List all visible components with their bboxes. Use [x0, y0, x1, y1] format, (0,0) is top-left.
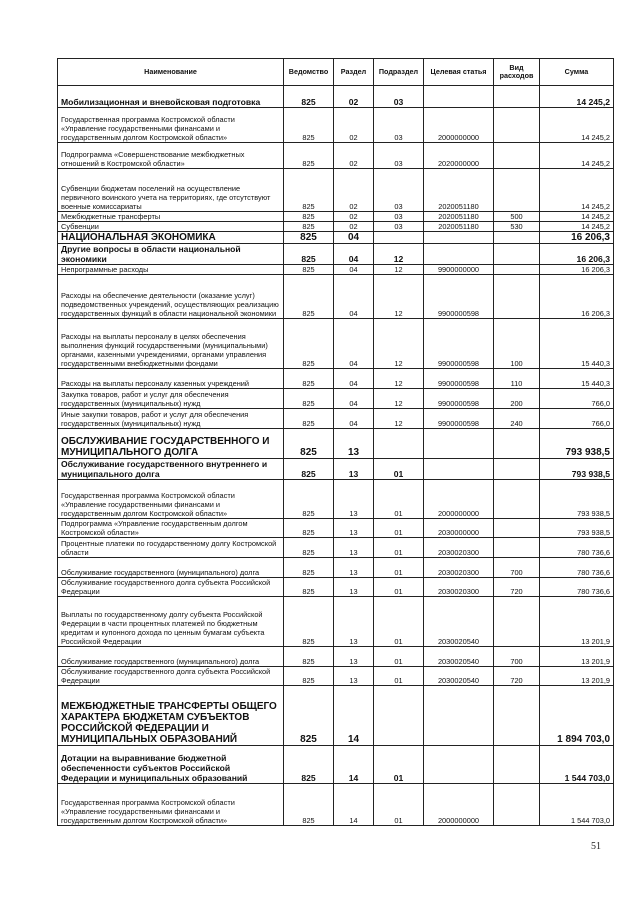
cell-subsection: 03 [374, 143, 424, 169]
table-row [58, 143, 614, 169]
cell-sum: 13 201,9 [540, 667, 614, 686]
cell-name: Обслуживание государственного долга субъекта Российской Федерации [58, 667, 284, 686]
cell-department: 825 [284, 746, 334, 784]
table-row [58, 319, 614, 369]
cell-target-article: 2030020540 [424, 667, 494, 686]
cell-sum: 766,0 [540, 409, 614, 429]
table-row [58, 538, 614, 558]
cell-target-article: 2030020540 [424, 647, 494, 667]
cell-name: ОБСЛУЖИВАНИЕ ГОСУДАРСТВЕННОГО И МУНИЦИПАЛЬНОГО ДОЛГА [58, 429, 284, 459]
header-subsection: Подраздел [374, 59, 424, 86]
cell-sum: 13 201,9 [540, 597, 614, 647]
cell-name: Обслуживание государственного внутреннего и муниципального долга [58, 459, 284, 480]
cell-target-article: 2020051180 [424, 169, 494, 212]
header-section: Раздел [334, 59, 374, 86]
cell-expense-type: 720 [494, 667, 540, 686]
cell-subsection: 01 [374, 578, 424, 597]
cell-name: Закупка товаров, работ и услуг для обеспечения государственных (муниципальных) нужд [58, 389, 284, 409]
cell-section: 13 [334, 459, 374, 480]
cell-sum: 1 544 703,0 [540, 784, 614, 826]
cell-subsection: 01 [374, 597, 424, 647]
cell-department: 825 [284, 232, 334, 244]
cell-target-article: 9900000598 [424, 409, 494, 429]
cell-sum: 780 736,6 [540, 558, 614, 578]
cell-subsection [374, 686, 424, 746]
cell-expense-type: 240 [494, 409, 540, 429]
cell-section: 13 [334, 558, 374, 578]
cell-department: 825 [284, 86, 334, 108]
table-row [58, 578, 614, 597]
cell-name: Государственная программа Костромской области «Управление государственными финансами и государственным долгом Костромской области» [58, 480, 284, 519]
cell-sum: 14 245,2 [540, 222, 614, 232]
cell-name: МЕЖБЮДЖЕТНЫЕ ТРАНСФЕРТЫ ОБЩЕГО ХАРАКТЕРА БЮДЖЕТАМ СУБЪЕКТОВ РОССИЙСКОЙ ФЕДЕРАЦИИ И МУНИЦИПАЛЬНЫХ ОБРАЗОВАНИЙ [58, 686, 284, 746]
cell-expense-type [494, 275, 540, 319]
cell-subsection: 03 [374, 86, 424, 108]
table-row [58, 212, 614, 222]
cell-sum: 1 544 703,0 [540, 746, 614, 784]
cell-subsection: 12 [374, 265, 424, 275]
cell-name: Государственная программа Костромской области «Управление государственными финансами и государственным долгом Костромской области» [58, 108, 284, 143]
cell-department: 825 [284, 667, 334, 686]
cell-name: Другие вопросы в области национальной экономики [58, 244, 284, 265]
cell-expense-type: 200 [494, 389, 540, 409]
cell-section: 02 [334, 143, 374, 169]
page-number: 51 [591, 841, 601, 852]
table-row [58, 265, 614, 275]
header-expense-type: Вид расходов [494, 59, 540, 86]
cell-name: Государственная программа Костромской области «Управление государственными финансами и государственным долгом Костромской области» [58, 784, 284, 826]
cell-sum: 16 206,3 [540, 232, 614, 244]
cell-subsection: 12 [374, 389, 424, 409]
cell-target-article [424, 244, 494, 265]
cell-expense-type [494, 232, 540, 244]
cell-target-article: 2030020300 [424, 558, 494, 578]
cell-subsection: 01 [374, 538, 424, 558]
cell-section: 04 [334, 244, 374, 265]
cell-sum: 15 440,3 [540, 319, 614, 369]
cell-sum: 15 440,3 [540, 369, 614, 389]
header-name: Наименование [58, 59, 284, 86]
table-row [58, 459, 614, 480]
cell-name: Подпрограмма «Совершенствование межбюджетных отношений в Костромской области» [58, 143, 284, 169]
cell-expense-type: 110 [494, 369, 540, 389]
cell-target-article: 9900000598 [424, 275, 494, 319]
cell-sum: 14 245,2 [540, 86, 614, 108]
cell-name: НАЦИОНАЛЬНАЯ ЭКОНОМИКА [58, 232, 284, 244]
cell-department: 825 [284, 519, 334, 538]
table-row [58, 232, 614, 244]
cell-subsection: 03 [374, 222, 424, 232]
cell-target-article [424, 746, 494, 784]
cell-target-article: 2020051180 [424, 212, 494, 222]
cell-section: 13 [334, 480, 374, 519]
cell-name: Обслуживание государственного (муниципального) долга [58, 558, 284, 578]
cell-section: 02 [334, 169, 374, 212]
cell-sum: 14 245,2 [540, 212, 614, 222]
cell-department: 825 [284, 686, 334, 746]
cell-expense-type [494, 244, 540, 265]
cell-expense-type [494, 519, 540, 538]
table-row [58, 597, 614, 647]
table-row [58, 647, 614, 667]
cell-section: 02 [334, 86, 374, 108]
cell-sum: 793 938,5 [540, 459, 614, 480]
table-row [58, 275, 614, 319]
cell-section: 13 [334, 538, 374, 558]
cell-department: 825 [284, 265, 334, 275]
cell-target-article: 2000000000 [424, 480, 494, 519]
cell-sum: 1 894 703,0 [540, 686, 614, 746]
cell-sum: 13 201,9 [540, 647, 614, 667]
cell-department: 825 [284, 222, 334, 232]
cell-department: 825 [284, 369, 334, 389]
cell-name: Непрограммные расходы [58, 265, 284, 275]
table-row [58, 222, 614, 232]
cell-department: 825 [284, 169, 334, 212]
cell-expense-type: 700 [494, 647, 540, 667]
cell-name: Субвенции [58, 222, 284, 232]
cell-expense-type: 720 [494, 578, 540, 597]
table-row [58, 686, 614, 746]
cell-section: 02 [334, 222, 374, 232]
cell-subsection: 01 [374, 558, 424, 578]
cell-department: 825 [284, 647, 334, 667]
cell-department: 825 [284, 108, 334, 143]
cell-target-article: 2000000000 [424, 784, 494, 826]
cell-expense-type: 700 [494, 558, 540, 578]
cell-subsection [374, 232, 424, 244]
cell-expense-type [494, 538, 540, 558]
cell-section: 13 [334, 667, 374, 686]
cell-sum: 766,0 [540, 389, 614, 409]
budget-table [57, 58, 614, 826]
cell-expense-type [494, 169, 540, 212]
cell-name: Расходы на выплаты персоналу в целях обеспечения выполнения функций государственными (муниципальными) органами, казенными учреждениями, органами управления государственными внебюджетными фондами [58, 319, 284, 369]
cell-department: 825 [284, 459, 334, 480]
cell-sum: 14 245,2 [540, 169, 614, 212]
cell-subsection: 01 [374, 519, 424, 538]
cell-subsection: 01 [374, 667, 424, 686]
cell-sum: 16 206,3 [540, 275, 614, 319]
cell-name: Дотации на выравнивание бюджетной обеспеченности субъектов Российской Федерации и муниципальных образований [58, 746, 284, 784]
cell-subsection: 01 [374, 480, 424, 519]
table-row [58, 369, 614, 389]
cell-sum: 780 736,6 [540, 578, 614, 597]
cell-department: 825 [284, 409, 334, 429]
cell-section: 13 [334, 647, 374, 667]
cell-department: 825 [284, 143, 334, 169]
cell-expense-type [494, 784, 540, 826]
table-row [58, 558, 614, 578]
cell-target-article: 2000000000 [424, 108, 494, 143]
cell-target-article [424, 232, 494, 244]
table-body [58, 86, 614, 826]
cell-target-article: 2030000000 [424, 519, 494, 538]
table-row [58, 667, 614, 686]
table-row [58, 746, 614, 784]
cell-section: 04 [334, 265, 374, 275]
cell-name: Выплаты по государственному долгу субъекта Российской Федерации в части процентных платежей по бюджетным кредитам и купонного дохода по ценным бумагам субъекта Российской Федерации [58, 597, 284, 647]
cell-section: 13 [334, 578, 374, 597]
cell-target-article [424, 686, 494, 746]
cell-subsection: 12 [374, 369, 424, 389]
table-row [58, 429, 614, 459]
table-row [58, 108, 614, 143]
table-row [58, 409, 614, 429]
cell-expense-type [494, 429, 540, 459]
cell-subsection: 12 [374, 275, 424, 319]
cell-name: Расходы на обеспечение деятельности (оказание услуг) подведомственных учреждений, осуществляющих реализацию государственных функций в области национальной экономики [58, 275, 284, 319]
cell-department: 825 [284, 558, 334, 578]
cell-sum: 14 245,2 [540, 143, 614, 169]
cell-department: 825 [284, 578, 334, 597]
header-department: Ведомство [284, 59, 334, 86]
cell-department: 825 [284, 389, 334, 409]
cell-expense-type: 100 [494, 319, 540, 369]
cell-subsection: 03 [374, 169, 424, 212]
cell-expense-type [494, 480, 540, 519]
cell-subsection: 03 [374, 108, 424, 143]
table-row [58, 86, 614, 108]
cell-expense-type [494, 265, 540, 275]
cell-expense-type [494, 143, 540, 169]
cell-department: 825 [284, 319, 334, 369]
cell-sum: 793 938,5 [540, 429, 614, 459]
cell-target-article: 9900000598 [424, 319, 494, 369]
cell-department: 825 [284, 212, 334, 222]
cell-target-article: 2030020300 [424, 538, 494, 558]
cell-subsection: 12 [374, 244, 424, 265]
cell-subsection: 01 [374, 647, 424, 667]
cell-subsection: 12 [374, 319, 424, 369]
cell-name: Межбюджетные трансферты [58, 212, 284, 222]
cell-department: 825 [284, 429, 334, 459]
table-row [58, 169, 614, 212]
cell-section: 14 [334, 784, 374, 826]
cell-subsection: 01 [374, 784, 424, 826]
cell-department: 825 [284, 597, 334, 647]
cell-department: 825 [284, 538, 334, 558]
cell-expense-type [494, 746, 540, 784]
table-row [58, 389, 614, 409]
table-header [58, 59, 614, 86]
cell-target-article: 2030020540 [424, 597, 494, 647]
cell-subsection [374, 429, 424, 459]
cell-target-article [424, 86, 494, 108]
header-sum: Сумма [540, 59, 614, 86]
cell-section: 04 [334, 232, 374, 244]
cell-section: 04 [334, 369, 374, 389]
cell-expense-type [494, 686, 540, 746]
cell-sum: 793 938,5 [540, 519, 614, 538]
cell-name: Субвенции бюджетам поселений на осуществление первичного воинского учета на территориях, где отсутствуют военные комиссариаты [58, 169, 284, 212]
cell-name: Иные закупки товаров, работ и услуг для обеспечения государственных (муниципальных) нужд [58, 409, 284, 429]
cell-target-article: 9900000000 [424, 265, 494, 275]
cell-expense-type [494, 86, 540, 108]
cell-expense-type [494, 108, 540, 143]
cell-name: Обслуживание государственного долга субъекта Российской Федерации [58, 578, 284, 597]
cell-expense-type: 500 [494, 212, 540, 222]
cell-expense-type [494, 459, 540, 480]
cell-name: Мобилизационная и вневойсковая подготовка [58, 86, 284, 108]
cell-sum: 16 206,3 [540, 265, 614, 275]
cell-section: 04 [334, 409, 374, 429]
cell-target-article: 9900000598 [424, 369, 494, 389]
cell-sum: 14 245,2 [540, 108, 614, 143]
cell-target-article: 2020000000 [424, 143, 494, 169]
table-row [58, 244, 614, 265]
cell-department: 825 [284, 275, 334, 319]
cell-section: 13 [334, 429, 374, 459]
cell-section: 04 [334, 275, 374, 319]
cell-department: 825 [284, 244, 334, 265]
cell-target-article [424, 459, 494, 480]
cell-section: 13 [334, 519, 374, 538]
cell-target-article: 2030020300 [424, 578, 494, 597]
table-row [58, 784, 614, 826]
cell-section: 13 [334, 597, 374, 647]
cell-name: Подпрограмма «Управление государственным долгом Костромской области» [58, 519, 284, 538]
cell-subsection: 12 [374, 409, 424, 429]
cell-section: 02 [334, 212, 374, 222]
cell-department: 825 [284, 480, 334, 519]
cell-section: 04 [334, 389, 374, 409]
cell-sum: 793 938,5 [540, 480, 614, 519]
cell-target-article: 2020051180 [424, 222, 494, 232]
cell-name: Расходы на выплаты персоналу казенных учреждений [58, 369, 284, 389]
cell-target-article: 9900000598 [424, 389, 494, 409]
cell-sum: 16 206,3 [540, 244, 614, 265]
cell-section: 02 [334, 108, 374, 143]
cell-department: 825 [284, 784, 334, 826]
cell-subsection: 01 [374, 746, 424, 784]
cell-subsection: 01 [374, 459, 424, 480]
cell-expense-type: 530 [494, 222, 540, 232]
table-row [58, 519, 614, 538]
header-target-article: Целевая статья [424, 59, 494, 86]
cell-target-article [424, 429, 494, 459]
cell-subsection: 03 [374, 212, 424, 222]
cell-expense-type [494, 597, 540, 647]
table-row [58, 480, 614, 519]
cell-name: Обслуживание государственного (муниципального) долга [58, 647, 284, 667]
cell-section: 14 [334, 686, 374, 746]
cell-name: Процентные платежи по государственному долгу Костромской области [58, 538, 284, 558]
cell-section: 04 [334, 319, 374, 369]
cell-section: 14 [334, 746, 374, 784]
cell-sum: 780 736,6 [540, 538, 614, 558]
